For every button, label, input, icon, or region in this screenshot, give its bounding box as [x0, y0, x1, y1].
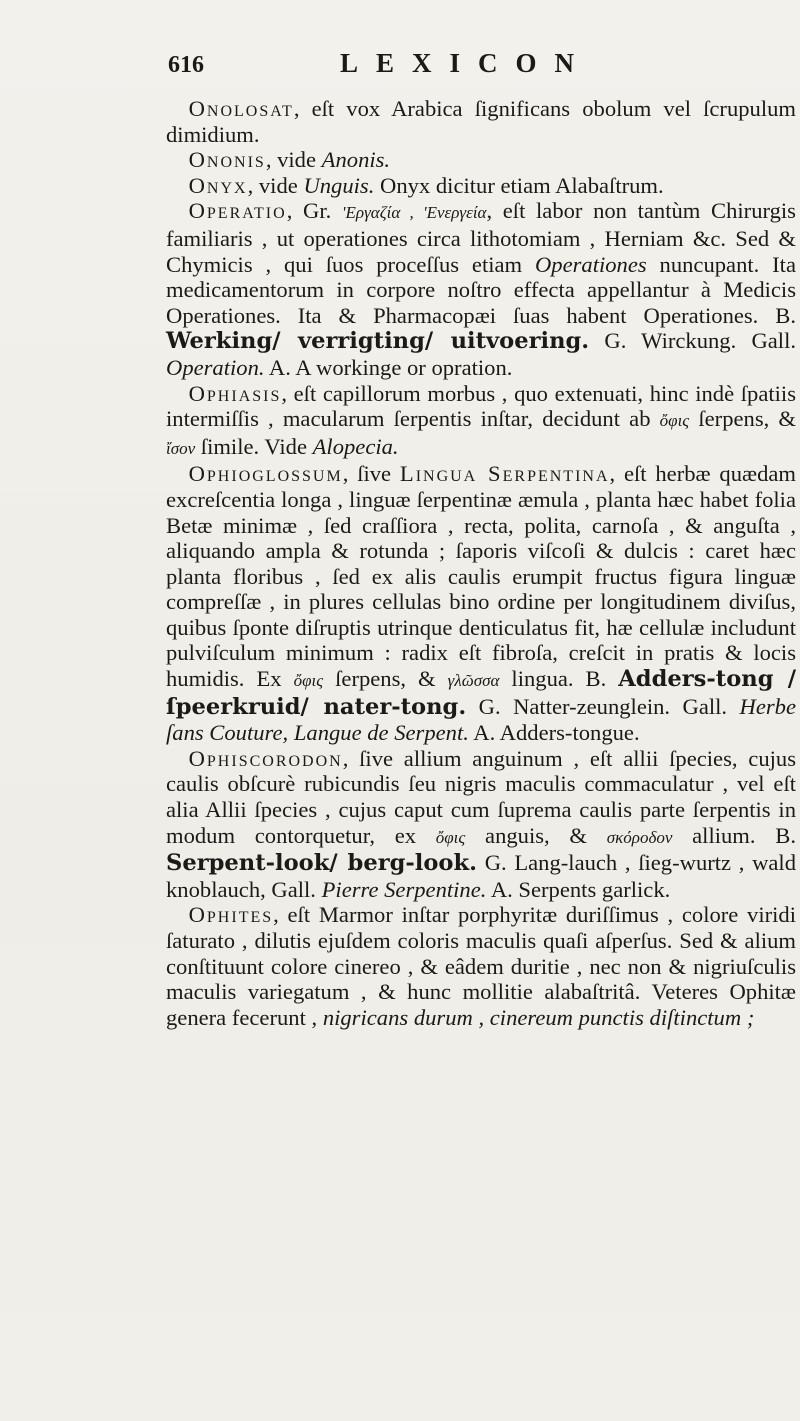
- entry-text: , vide: [247, 172, 304, 198]
- entry-text: ὄφις: [293, 671, 324, 691]
- headword: Operatio: [188, 198, 287, 224]
- headword: Ophiasis: [188, 380, 282, 406]
- entry-text: Serpent-look/ berg-look.: [166, 850, 478, 877]
- entry-operatio: [166, 198, 796, 380]
- entry-text: , eſt capillorum morbus , quo extenuati, hinc indè ſpatiis intermiſſis , macularum ſerpentis inſtar, decidunt ab: [166, 380, 796, 432]
- entry-ononis: [166, 147, 796, 173]
- entry-text: Werking/ verrigting/ uitvoering.: [166, 328, 590, 355]
- entry-text: G. Wirckung. Gall.: [589, 328, 796, 354]
- entry-text: nuncupant. Ita medicamentorum in corpore noſtro effecta appellantur à Medicis Operationes. Ita & Pharmacopæi ſuas habent Operationes. B.: [166, 251, 796, 328]
- entry-text: , ſive allium anguinum , eſt allii ſpecies, cujus caulis obſcurè rubicundis ſeu nigris maculis commaculatur , vel eſt alia Allii ſpecies , cujus caput cum ſuprema caulis parte ſerpentis in modum contorquetur, ex: [166, 745, 796, 848]
- entry-text: , eſt labor non tantùm Chirurgis familiaris , ut operationes circa lithotomiam , Herniam &c. Sed & Chymicis , qui ſuos proceſſus etiam: [166, 198, 796, 277]
- entry-text: A. Serpents garlick.: [486, 876, 671, 902]
- entry-text: Operationes: [534, 251, 647, 277]
- entry-text: ſerpens, &: [689, 406, 797, 432]
- page-header: [168, 48, 768, 92]
- entry-text: A. A workinge or opration.: [264, 354, 513, 380]
- entry-text: Unguis.: [303, 172, 375, 198]
- entry-text: A. Adders-tongue.: [468, 720, 640, 746]
- entry-text: ὄφις: [435, 827, 466, 847]
- entry-onolosat: [166, 96, 796, 147]
- entry-text: γλῶσσα: [447, 671, 500, 691]
- page-number: 616: [168, 52, 204, 78]
- headword: Ononis: [188, 147, 266, 173]
- entry-text: σκόροδον: [606, 827, 673, 847]
- entry-text: ſimile. Vide: [195, 433, 313, 459]
- entry-text: lingua. B.: [499, 666, 619, 692]
- running-head: LEXICON: [340, 48, 593, 78]
- entry-text: Alopecia.: [312, 433, 399, 459]
- entry-text: Operation.: [166, 354, 265, 380]
- entry-ophioglossum: [166, 461, 796, 746]
- headword: Onolosat: [188, 96, 294, 121]
- entry-text: Pierre Serpentine.: [321, 876, 487, 902]
- entry-text: allium. B.: [672, 822, 796, 848]
- entry-text: , eſt Marmor inſtar porphyritæ duriſſimus , colore viridi ſaturato , dilutis ejuſdem coloris maculis quaſi aſperſus. Sed & alium conſtituunt colore cinereo , & eâdem duritie , nec non & nigriuſculis maculis variegatum , & hunc mollitie alabaſtritâ. Veteres Ophitæ genera fecerunt ,: [166, 902, 796, 1030]
- entry-ophiscorodon: [166, 746, 796, 903]
- entry-text: Anonis.: [321, 147, 391, 173]
- entry-text: Adders-tong / ſpeerkruid/ nater-tong.: [166, 666, 796, 720]
- entry-text: , ſive: [342, 461, 400, 487]
- entry-text: G. Lang-lauch , ſieg-wurtz , wald knoblauch, Gall.: [166, 850, 796, 902]
- entry-text: Lingua Serpentina: [399, 461, 610, 487]
- entry-ophites: [166, 902, 796, 1030]
- headword: Onyx: [188, 172, 248, 198]
- lexicon-entries: [166, 96, 796, 1030]
- entry-text: Onyx dicitur etiam Alabaſtrum.: [374, 172, 664, 198]
- entry-text: ſerpens, &: [323, 666, 448, 692]
- entry-text: , Gr.: [286, 198, 342, 224]
- entry-onyx: [166, 173, 796, 199]
- entry-text: ἴσον: [166, 438, 196, 458]
- headword: Ophiscorodon: [188, 745, 343, 771]
- headword: Ophites: [188, 902, 274, 928]
- entry-text: nigricans durum , cinereum punctis diſtinctum ;: [322, 1004, 755, 1030]
- entry-text: anguis, &: [465, 822, 607, 848]
- headword: Ophioglossum: [188, 461, 343, 487]
- entry-text: , eſt herbæ quædam excreſcentia longa , linguæ ſerpentinæ æmula , planta hæc habet folia Betæ minimæ , ſed craſſiora , recta, polita, carnoſa , & anguſta , aliquando ampla & rotunda ; ſaporis viſcoſi & dulcis : caret hæc planta floribus , ſed ex alis caulis erumpit fructus figura linguæ compreſſæ , in plures cellulas bino ordine per longitudinem diviſus, quibus ſponte diſruptis utrinque denticulatus fit, hæ cellulæ includunt pulviſculum minimum : radix eſt fibroſa, creſcit in pratis & locis humidis. Ex: [166, 461, 796, 692]
- entry-text: 'Εργαζία , 'Ενεργεία: [341, 203, 487, 223]
- entry-text: , vide: [265, 147, 322, 173]
- entry-ophiasis: [166, 381, 796, 462]
- entry-text: G. Natter-zeunglein. Gall.: [466, 693, 740, 719]
- entry-text: , eſt vox Arabica ſignificans obolum vel ſcrupulum dimidium.: [166, 96, 796, 147]
- entry-text: ὄφις: [659, 411, 690, 431]
- entry-text: Herbe ſans Couture, Langue de Serpent.: [166, 693, 796, 746]
